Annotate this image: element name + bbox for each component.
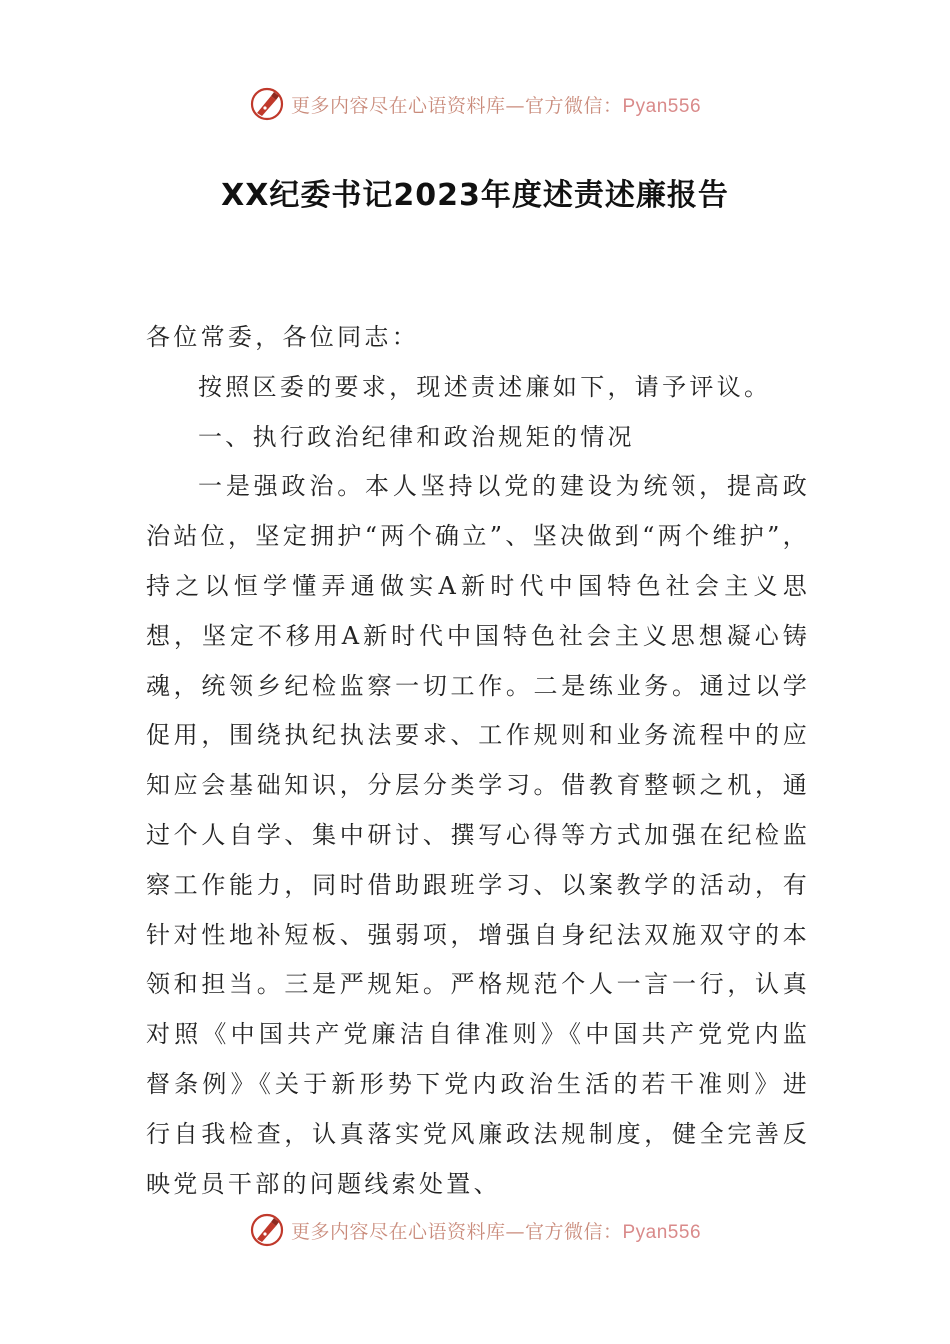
body-paragraph: 按照区委的要求，现述责述廉如下，请予评议。: [198, 372, 772, 401]
watermark-wechat-label: 官方微信：: [524, 1220, 623, 1243]
watermark-wechat-id: Pyan556: [622, 1221, 702, 1243]
section-heading: 一、执行政治纪律和政治规矩的情况: [198, 422, 635, 451]
watermark-text: [291, 91, 701, 118]
watermark-text: [291, 1217, 701, 1244]
document-title: XX纪委书记2023年度述责述廉报告: [221, 178, 729, 213]
watermark-slogan: 更多内容尽在心语资料库: [290, 1220, 506, 1243]
watermark-wechat-id: Pyan556: [622, 95, 702, 117]
watermark-wechat-label: 官方微信：: [524, 94, 623, 117]
footer-watermark-banner: [0, 1208, 950, 1252]
body-paragraph: 一是强政治。本人坚持以党的建设为统领，提高政治站位，坚定拥护“两个确立”、坚决做到“两个维护”，持之以恒学懂弄通做实A新时代中国特色社会主义思想，坚定不移用A新时代中国特色社会主义思想凝心铸魂，统领乡纪检监察一切工作。二是练业务。通过以学促用，围绕执纪执法要求、工作规则和业务流程中的应知应会基础知识，分层分类学习。借教育整顿之机，通过个人自学、集中研讨、撰写心得等方式加强在纪检监察工作能力，同时借助跟班学习、以案教学的活动，有针对性地补短板、强弱项，增强自身纪法双施双守的本领和担当。三是严规矩。严格规范个人一言一行，认真对照《中国共产党廉洁自律准则》《中国共产党党内监督条例》《关于新形势下党内政治生活的若干准则》进行自我检查，认真落实党风廉政法规制度，健全完善反映党员干部的问题线索处置、: [146, 472, 810, 1198]
pen-nib-logo-icon: [249, 1212, 285, 1248]
watermark-separator: —: [505, 1220, 525, 1243]
watermark-slogan: 更多内容尽在心语资料库: [290, 94, 506, 117]
pen-nib-logo-icon: [249, 86, 285, 122]
watermark-separator: —: [505, 94, 525, 117]
salutation: 各位常委，各位同志：: [146, 323, 419, 351]
header-watermark-banner: [0, 82, 950, 126]
document-body: [146, 313, 810, 1209]
